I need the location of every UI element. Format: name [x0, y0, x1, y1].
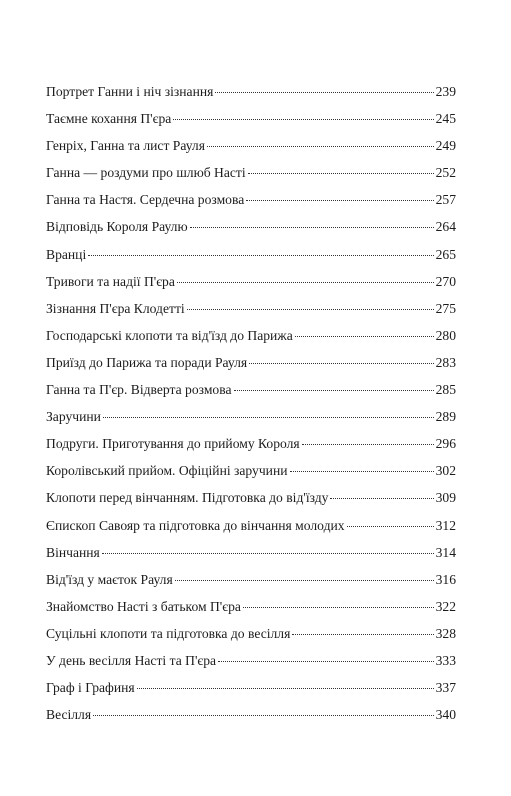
toc-entry-title: Заручини — [46, 409, 101, 425]
toc-entry-title: Ганна та П'єр. Відверта розмова — [46, 382, 232, 398]
toc-entry — [46, 246, 456, 273]
toc-entry — [46, 218, 456, 245]
toc-entry — [46, 110, 456, 137]
dot-leader — [175, 580, 434, 581]
toc-entry-page-number: 275 — [435, 300, 456, 316]
toc-entry — [46, 354, 456, 381]
toc-entry-page-number: 309 — [435, 490, 456, 506]
dot-leader — [295, 336, 434, 337]
toc-entry — [46, 517, 456, 544]
toc-entry — [46, 598, 456, 625]
toc-entry-title: Портрет Ганни і ніч зізнання — [46, 84, 214, 99]
dot-leader — [330, 498, 433, 499]
toc-entry — [46, 137, 456, 164]
toc-entry-title: Ганна — роздуми про шлюб Насті — [46, 165, 246, 181]
toc-entry-page-number: 252 — [435, 165, 456, 181]
toc-entry-title: У день весілля Насті та П'єра — [46, 652, 217, 668]
toc-entry — [46, 652, 456, 679]
dot-leader — [173, 119, 433, 120]
toc-entry-page-number: 280 — [435, 327, 456, 343]
dot-leader — [177, 282, 434, 283]
toc-entry — [46, 273, 456, 300]
toc-entry — [46, 327, 456, 354]
toc-entry-title: Генріх, Ганна та лист Рауля — [46, 138, 205, 154]
dot-leader — [102, 553, 434, 554]
toc-entry-page-number: 285 — [435, 382, 456, 398]
toc-entry — [46, 83, 456, 110]
toc-entry-page-number: 289 — [435, 409, 456, 425]
toc-entry-title: Приїзд до Парижа та поради Рауля — [46, 354, 248, 370]
toc-entry-page-number: 314 — [435, 544, 456, 560]
toc-entry-page-number: 296 — [435, 436, 456, 452]
dot-leader — [248, 173, 434, 174]
toc-entry — [46, 300, 456, 327]
toc-entry-page-number: 283 — [435, 354, 456, 370]
toc-entry — [46, 544, 456, 571]
dot-leader — [234, 390, 434, 391]
dot-leader — [187, 309, 434, 310]
toc-entry — [46, 625, 456, 652]
toc-entry-title: Королівський прийом. Офіційні заручини — [46, 463, 288, 479]
toc-entry — [46, 191, 456, 218]
toc-entry-page-number: 257 — [435, 192, 456, 208]
toc-entry-title: Знайомство Насті з батьком П'єра — [46, 598, 241, 614]
toc-entry-page-number: 249 — [435, 138, 456, 154]
toc-entry-page-number: 302 — [435, 463, 456, 479]
dot-leader — [292, 634, 433, 635]
toc-entry-page-number: 337 — [435, 680, 456, 696]
dot-leader — [137, 688, 434, 689]
toc-entry-page-number: 264 — [435, 219, 456, 235]
toc-entry — [46, 164, 456, 191]
toc-entry-title: Ганна та Настя. Сердечна розмова — [46, 192, 245, 208]
dot-leader — [246, 200, 433, 201]
toc-entry — [46, 706, 456, 733]
toc-entry-title: Граф і Графиня — [46, 680, 135, 696]
toc-entry-page-number: 322 — [435, 598, 456, 614]
dot-leader — [290, 471, 434, 472]
toc-entry-page-number: 270 — [435, 273, 456, 289]
toc-entry-title: Вінчання — [46, 544, 100, 560]
toc-entry-page-number: 312 — [435, 517, 456, 533]
toc-entry — [46, 489, 456, 516]
toc-entry-title: Відповідь Короля Раулю — [46, 219, 188, 235]
toc-entry-title: Тривоги та надії П'єра — [46, 273, 175, 289]
toc-entry-title: Суцільні клопоти та підготовка до весілля — [46, 625, 291, 641]
toc-entry — [46, 679, 456, 706]
toc-entry — [46, 381, 456, 408]
toc-entry-page-number: 265 — [435, 246, 456, 262]
dot-leader — [215, 92, 433, 93]
toc-entry — [46, 408, 456, 435]
dot-leader — [93, 715, 434, 716]
toc-entry — [46, 571, 456, 598]
toc-entry-page-number: 333 — [435, 652, 456, 668]
toc-entry-title: Подруги. Приготування до прийому Короля — [46, 436, 300, 452]
toc-entry-title: Весілля — [46, 707, 92, 723]
toc-entry-title: Таємне кохання П'єра — [46, 111, 172, 127]
toc-entry-title: Господарські клопоти та від'їзд до Парижа — [46, 327, 293, 343]
toc-entry — [46, 462, 456, 489]
toc-entry-title: Єпископ Савояр та підготовка до вінчання молодих — [46, 517, 345, 533]
toc-entry-page-number: 239 — [435, 84, 456, 99]
dot-leader — [103, 417, 434, 418]
toc-entry-title: Від'їзд у маєток Рауля — [46, 571, 173, 587]
toc-entry-page-number: 245 — [435, 111, 456, 127]
table-of-contents — [46, 83, 456, 733]
toc-entry — [46, 435, 456, 462]
toc-entry-title: Клопоти перед вінчанням. Підготовка до від'їзду — [46, 490, 329, 506]
dot-leader — [207, 146, 434, 147]
toc-entry-title: Вранці — [46, 246, 87, 262]
toc-entry-page-number: 316 — [435, 571, 456, 587]
dot-leader — [190, 227, 434, 228]
toc-entry-page-number: 328 — [435, 625, 456, 641]
dot-leader — [302, 444, 434, 445]
toc-entry-page-number: 340 — [435, 707, 456, 723]
dot-leader — [249, 363, 433, 364]
dot-leader — [243, 607, 434, 608]
dot-leader — [88, 255, 433, 256]
dot-leader — [347, 526, 434, 527]
dot-leader — [218, 661, 434, 662]
toc-entry-title: Зізнання П'єра Клодетті — [46, 300, 185, 316]
